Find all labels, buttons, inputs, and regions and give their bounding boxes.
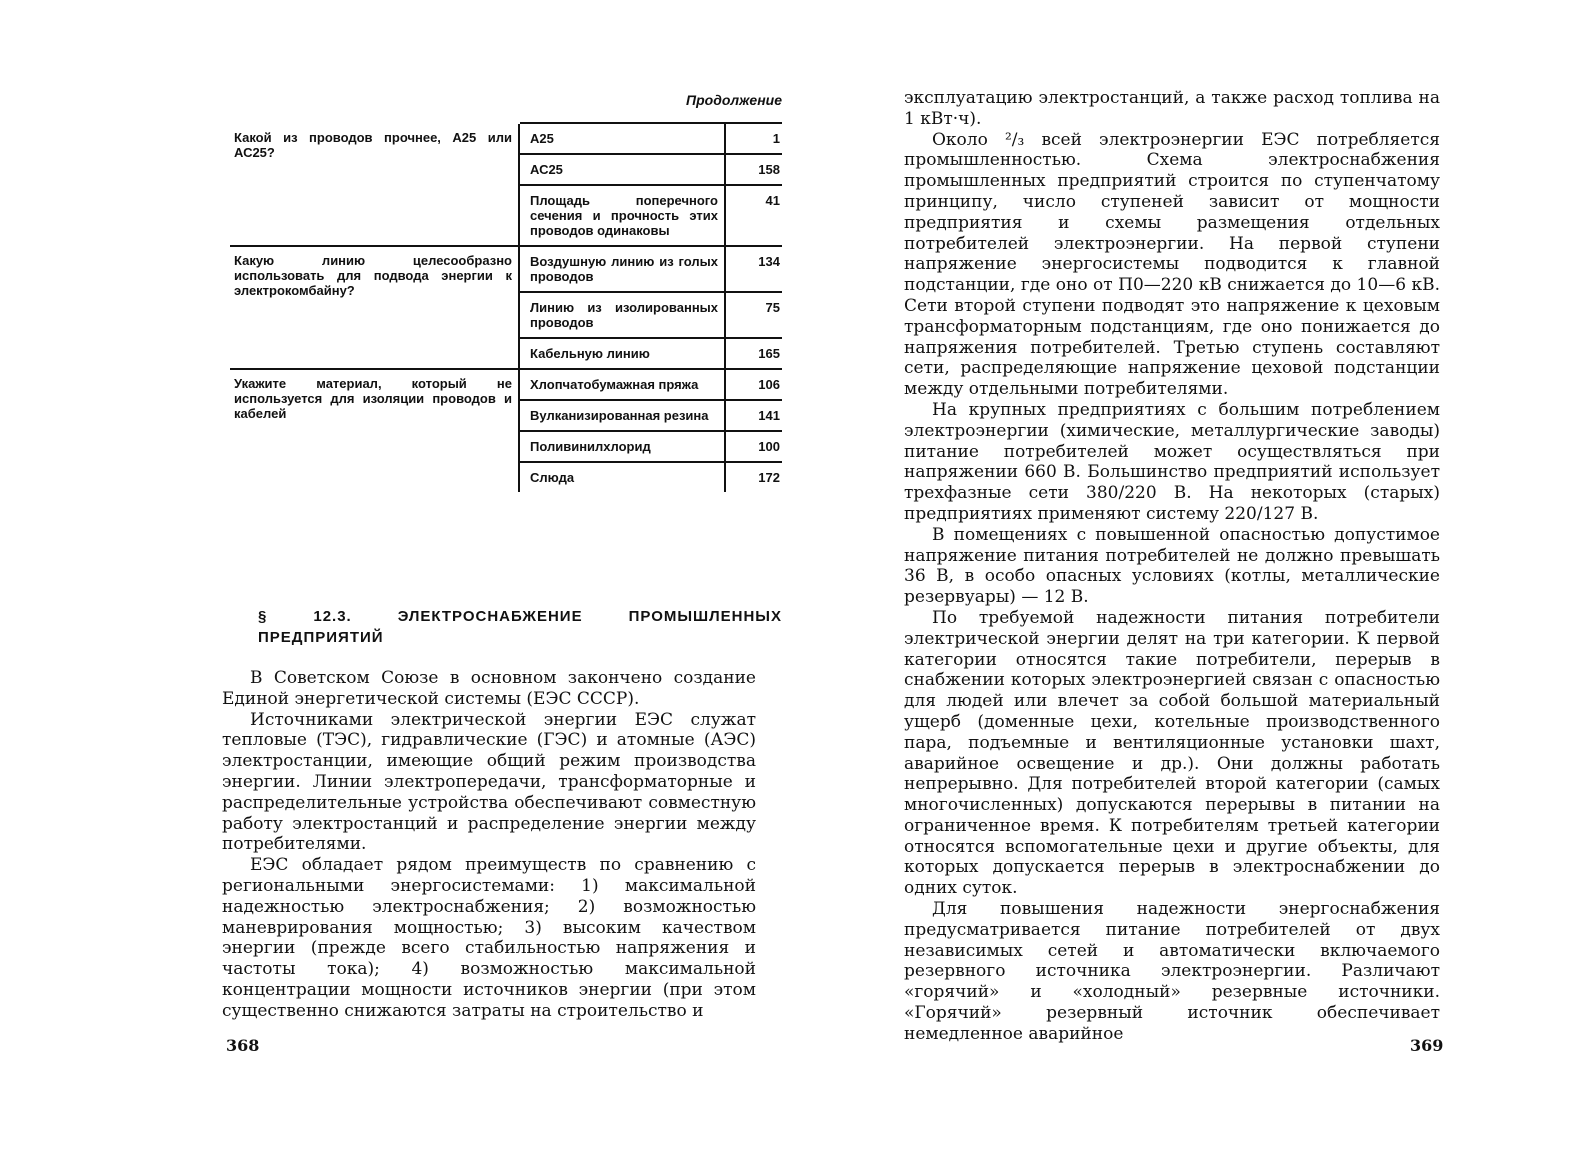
paragraph: На крупных предприятиях с большим потреблением электроэнергии (химические, металлургические заводы) питание потребителей может осуществляться при напряжении 660 В. Большинство предприятий использует трехфазные сети 380/220 В. На некоторых (старых) предприятиях применяют систему 220/127 В. — [904, 399, 1440, 524]
answer-row — [520, 184, 782, 245]
answer-row — [520, 430, 782, 461]
page-number: 368 — [226, 1036, 260, 1055]
answer-text: Площадь поперечного сечения и прочность этих проводов одинаковы — [520, 186, 726, 245]
question-text: Какой из проводов прочнее, А25 или АС25? — [230, 124, 520, 245]
section-heading: § 12.3. ЭЛЕКТРОСНАБЖЕНИЕ ПРОМЫШЛЕННЫХ ПРЕДПРИЯТИЙ — [258, 608, 782, 646]
answer-text: Хлопчатобумажная пряжа — [520, 370, 726, 399]
answer-code: 172 — [758, 470, 780, 485]
answer-row — [520, 124, 782, 153]
answer-text: Поливинилхлорид — [520, 432, 726, 461]
question-text: Какую линию целесообразно использовать для подвода энергии к электрокомбайну? — [230, 247, 520, 368]
paragraph: Около ²/₃ всей электроэнергии ЕЭС потребляется промышленностью. Схема электроснабжения промышленных предприятий строится по ступенчатому принципу, число ступеней зависит от мощности предприятия и схемы размещения отдельных потребителей электроэнергии. На первой ступени напряжение энергосистемы подводится к главной подстанции, где оно от П0—220 кВ снижается до 10—6 кВ. Сети второй ступени подводят это напряжение к цеховым трансформаторным подстанциям, где оно понижается до напряжения потребителей. Третью ступень составляют сети, распределяющие напряжение цеховой подстанции между отдельными потребителями. — [904, 129, 1440, 400]
paragraph: В Советском Союзе в основном закончено создание Единой энергетической системы (ЕЭС СССР). — [222, 668, 756, 709]
answer-code: 100 — [758, 439, 780, 454]
answer-code: 75 — [765, 300, 780, 315]
paragraph: В помещениях с повышенной опасностью допустимое напряжение питания потребителей не должно превышать 36 В, в особо опасных условиях (котлы, металлические резервуары) — 12 В. — [904, 524, 1440, 608]
answer-row — [520, 291, 782, 337]
answer-text: Слюда — [520, 463, 726, 492]
right-body-text — [904, 88, 1440, 1045]
paragraph: эксплуатацию электростанций, а также расход топлива на 1 кВт·ч). — [904, 88, 1440, 129]
answer-code: 141 — [758, 408, 780, 423]
answer-code: 106 — [758, 377, 780, 392]
question-group — [230, 124, 782, 245]
answer-text: Линию из изолированных проводов — [520, 293, 726, 337]
answer-text: Кабельную линию — [520, 339, 726, 368]
continuation-label: Продолжение — [686, 92, 782, 108]
answer-code: 165 — [758, 346, 780, 361]
answer-code: 158 — [758, 162, 780, 177]
answer-row — [520, 337, 782, 368]
right-page — [796, 0, 1592, 1153]
question-group — [230, 245, 782, 368]
paragraph: ЕЭС обладает рядом преимуществ по сравнению с региональными энергосистемами: 1) максимальной надежностью электроснабжения; 2) возможностью маневрирования мощностью; 3) высоким качеством энергии (прежде всего стабильностью напряжения и частоты тока); 4) возможностью максимальной концентрации мощности источников энергии (при этом существенно снижаются затраты на строительство и — [222, 855, 756, 1021]
question-text: Укажите материал, который не используется для изоляции проводов и кабелей — [230, 370, 520, 492]
paragraph: Для повышения надежности энергоснабжения предусматривается питание потребителей от двух независимых сетей и автоматически включаемого резервного источника электроэнергии. Различают «горячий» и «холодный» резервные источники. «Горячий» резервный источник обеспечивает немедленное аварийное — [904, 899, 1440, 1044]
answer-text: Воздушную линию из голых проводов — [520, 247, 726, 291]
answer-row — [520, 153, 782, 184]
answer-code: 134 — [758, 254, 780, 269]
answer-row — [520, 461, 782, 492]
left-body-text — [222, 668, 756, 1022]
answer-list — [520, 247, 782, 368]
question-table — [230, 122, 782, 492]
answer-list — [520, 370, 782, 492]
answer-code: 41 — [765, 193, 780, 208]
answer-text: А25 — [520, 124, 726, 153]
answer-row — [520, 247, 782, 291]
paragraph: По требуемой надежности питания потребители электрической энергии делят на три категории. К первой категории относятся такие потребители, перерыв в снабжении которых электроэнергией связан с опасностью для людей или влечет за собой большой материальный ущерб (доменные цехи, котельные производственного пара, подъемные и вентиляционные установки шахт, аварийное освещение и др.). Они должны работать непрерывно. Для потребителей второй категории (самых многочисленных) допускаются перерывы в питании на ограниченное время. К потребителям третьей категории относятся вспомогательные цехи и другие объекты, для которых допускается перерыв в электроснабжении до одних суток. — [904, 607, 1440, 899]
paragraph: Источниками электрической энергии ЕЭС служат тепловые (ТЭС), гидравлические (ГЭС) и атомные (АЭС) электростанции, имеющие общий режим производства энергии. Линии электропередачи, трансформаторные и распределительные устройства обеспечивают совместную работу электростанций и распределение энергии между потребителями. — [222, 709, 756, 855]
answer-list — [520, 124, 782, 245]
question-group — [230, 368, 782, 492]
answer-text: АС25 — [520, 155, 726, 184]
page-number: 369 — [1410, 1036, 1444, 1055]
answer-row — [520, 370, 782, 399]
answer-text: Вулканизированная резина — [520, 401, 726, 430]
answer-code: 1 — [772, 131, 780, 146]
answer-row — [520, 399, 782, 430]
